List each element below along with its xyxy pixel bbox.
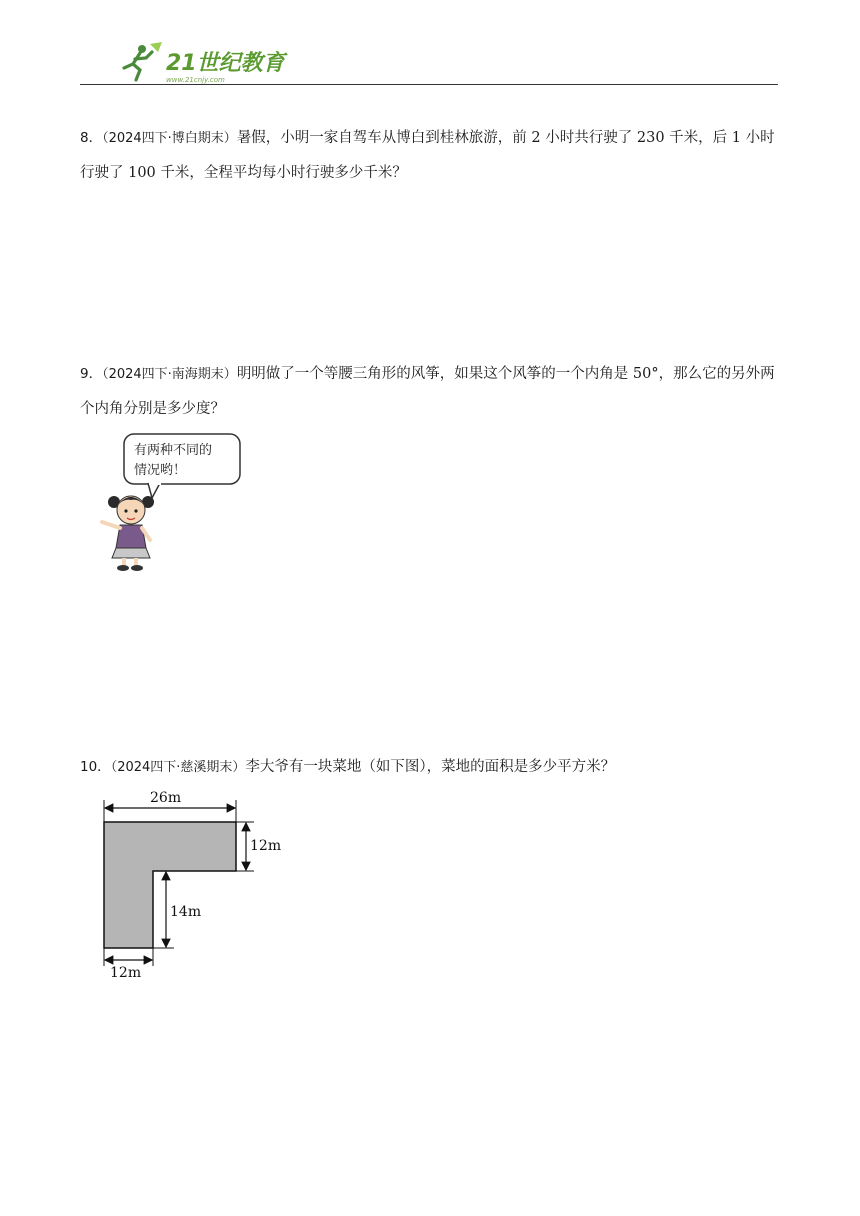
question-10 — [80, 750, 780, 785]
girl-icon — [102, 496, 154, 571]
logo-text: 21世纪教育 — [166, 51, 285, 76]
question-source: （2024四下·慈溪期末） — [110, 760, 246, 775]
question-source: （2024四下·博白期末） — [102, 131, 237, 146]
question-9 — [80, 357, 780, 426]
logo-21cnjy — [100, 40, 285, 86]
question-8 — [80, 121, 780, 190]
question-number: 9． — [80, 366, 103, 382]
speech-bubble — [124, 434, 240, 498]
question-source: （2024四下·南海期末） — [102, 367, 237, 382]
l-shape-figure — [96, 788, 296, 988]
question-number: 10． — [80, 759, 111, 775]
question-text: 明明做了一个等腰三角形的风筝，如果这个风筝的一个内角是 50°，那么它的另外两个内角分别是多少度？ — [80, 366, 775, 417]
question-text: 李大爷有一块菜地（如下图），菜地的面积是多少平方米？ — [245, 759, 616, 775]
dim-right-label: 12m — [250, 838, 282, 854]
header-rule — [80, 84, 778, 85]
dim-top-label: 26m — [150, 790, 182, 806]
dim-inner-label: 14m — [170, 904, 202, 920]
bubble-line-1: 有两种不同的 — [134, 443, 213, 458]
girl-illustration — [96, 430, 246, 575]
runner-icon — [124, 42, 162, 80]
dim-bottom-label: 12m — [110, 965, 142, 981]
field-shape — [104, 822, 236, 948]
logo-url-text: www.21cnjy.com — [166, 76, 225, 84]
page-header — [80, 38, 778, 88]
question-text: 暑假，小明一家自驾车从博白到桂林旅游，前 2 小时共行驶了 230 千米，后 1 小时行驶了 100 千米，全程平均每小时行驶多少千米？ — [80, 130, 775, 181]
question-number: 8． — [80, 130, 103, 146]
bubble-line-2: 情况哟！ — [134, 463, 187, 478]
